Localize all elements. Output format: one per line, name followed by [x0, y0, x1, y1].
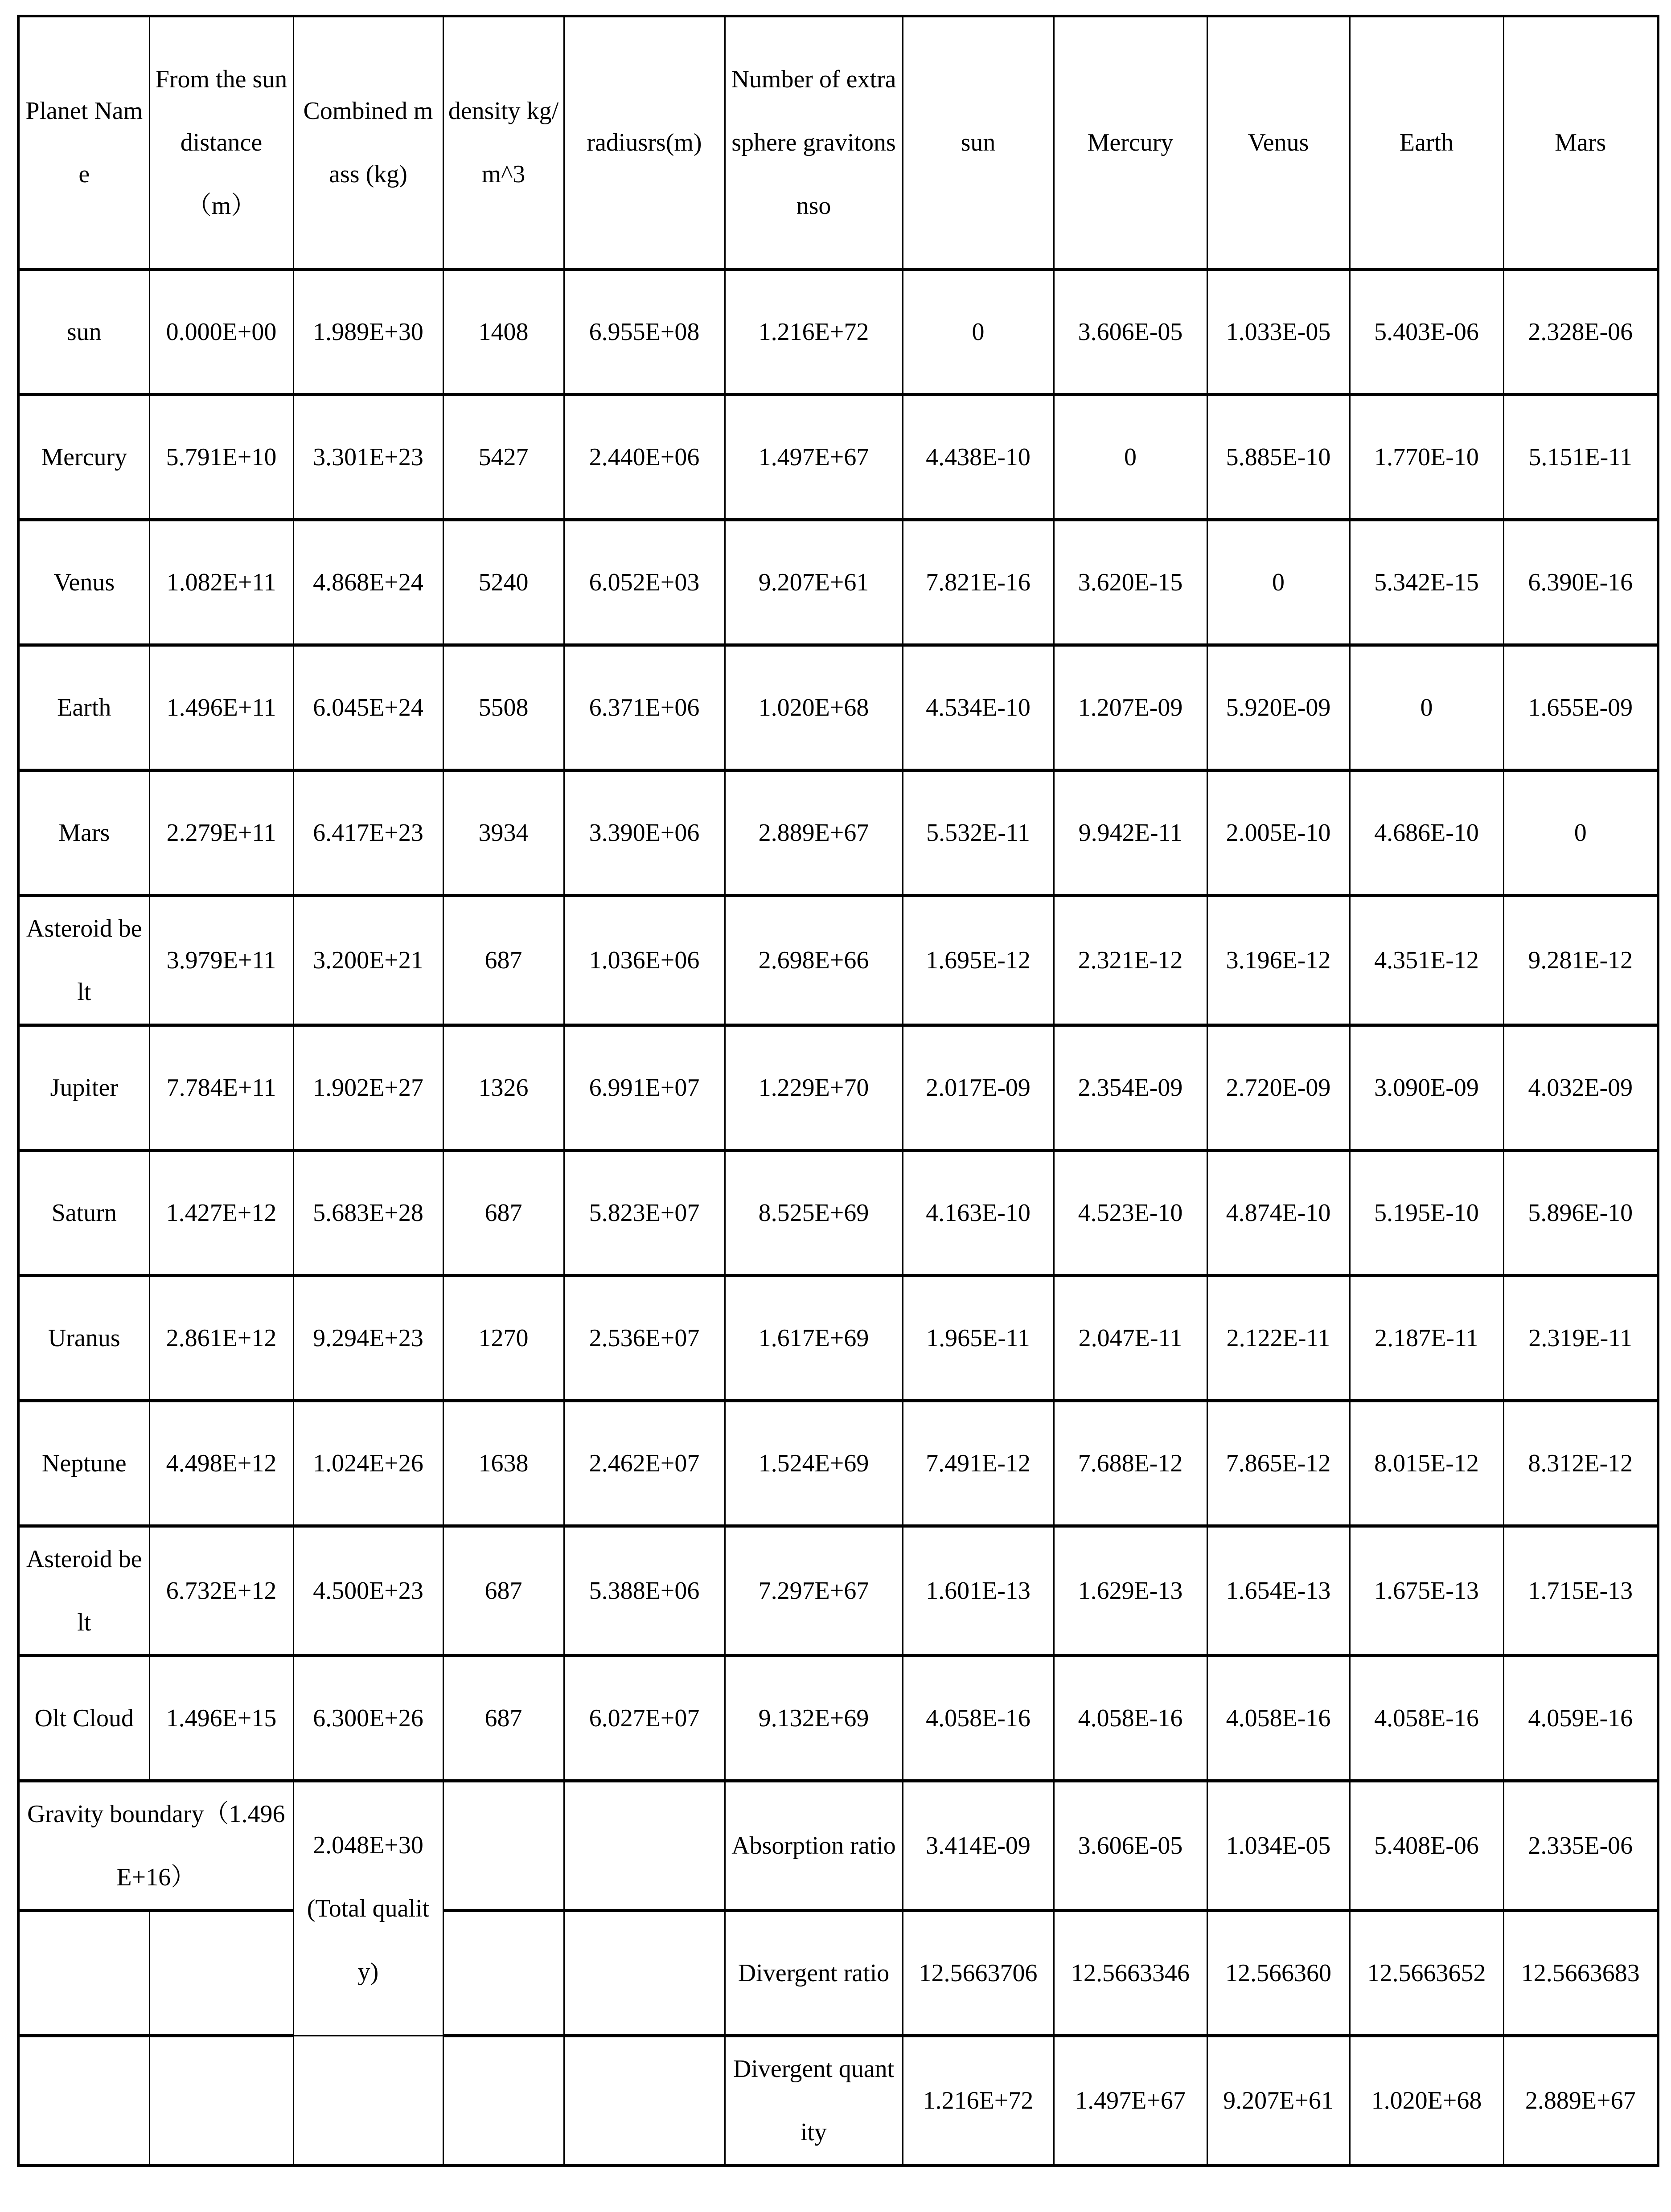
density: 1326	[443, 1025, 564, 1150]
table-row	[18, 645, 1658, 770]
graviton-count: 1.229E+70	[725, 1025, 903, 1150]
ratio-venus: 4.058E-16	[1207, 1655, 1350, 1781]
ratio-mercury: 1.629E-13	[1054, 1526, 1207, 1655]
ratio-mercury: 2.354E-09	[1054, 1025, 1207, 1150]
ratio-mercury: 2.047E-11	[1054, 1275, 1207, 1401]
ratio-sun: 4.163E-10	[903, 1150, 1054, 1275]
table-row	[18, 1655, 1658, 1781]
ratio-mars: 2.319E-11	[1503, 1275, 1658, 1401]
distance-from-sun: 0.000E+00	[149, 269, 293, 394]
combined-mass: 1.024E+26	[293, 1401, 443, 1526]
planet-name: sun	[18, 269, 149, 394]
ratio-venus: 2.122E-11	[1207, 1275, 1350, 1401]
ratio-mars: 2.328E-06	[1503, 269, 1658, 394]
ratio-venus: 1.033E-05	[1207, 269, 1350, 394]
density: 687	[443, 895, 564, 1025]
distance-from-sun: 1.496E+11	[149, 645, 293, 770]
distance-from-sun: 3.979E+11	[149, 895, 293, 1025]
combined-mass: 6.300E+26	[293, 1655, 443, 1781]
combined-mass: 6.045E+24	[293, 645, 443, 770]
footer-row-divergent-quantity	[18, 2036, 1658, 2165]
radius: 2.440E+06	[564, 394, 725, 520]
empty-cell	[564, 1781, 725, 1910]
planet-name: Olt Cloud	[18, 1655, 149, 1781]
ratio-earth: 8.015E-12	[1350, 1401, 1503, 1526]
ratio-mars: 5.896E-10	[1503, 1150, 1658, 1275]
graviton-count: 9.132E+69	[725, 1655, 903, 1781]
absorption-venus: 1.034E-05	[1207, 1781, 1350, 1910]
radius: 3.390E+06	[564, 770, 725, 895]
combined-mass: 4.500E+23	[293, 1526, 443, 1655]
header-earth: Earth	[1350, 16, 1503, 269]
divergent-quantity-earth: 1.020E+68	[1350, 2036, 1503, 2165]
absorption-earth: 5.408E-06	[1350, 1781, 1503, 1910]
empty-cell	[18, 2036, 149, 2165]
ratio-venus: 5.885E-10	[1207, 394, 1350, 520]
ratio-mars: 0	[1503, 770, 1658, 895]
combined-mass: 3.301E+23	[293, 394, 443, 520]
ratio-sun: 7.821E-16	[903, 520, 1054, 645]
combined-mass: 3.200E+21	[293, 895, 443, 1025]
header-density: density kg/m^3	[443, 16, 564, 269]
combined-mass: 5.683E+28	[293, 1150, 443, 1275]
radius: 6.052E+03	[564, 520, 725, 645]
divergent-ratio-sun: 12.5663706	[903, 1910, 1054, 2036]
ratio-mars: 1.655E-09	[1503, 645, 1658, 770]
header-mercury: Mercury	[1054, 16, 1207, 269]
combined-mass: 1.902E+27	[293, 1025, 443, 1150]
density: 3934	[443, 770, 564, 895]
planet-name: Mercury	[18, 394, 149, 520]
empty-cell	[149, 1910, 293, 2036]
radius: 6.991E+07	[564, 1025, 725, 1150]
ratio-venus: 0	[1207, 520, 1350, 645]
table-row	[18, 895, 1658, 1025]
header-gravitons: Number of extrasphere gravitonsnso	[725, 16, 903, 269]
total-mass-note: (Total quality)	[307, 1895, 430, 1986]
table-body	[18, 269, 1658, 1781]
density: 5508	[443, 645, 564, 770]
divergent-ratio-mercury: 12.5663346	[1054, 1910, 1207, 2036]
density: 5427	[443, 394, 564, 520]
empty-cell	[443, 2036, 564, 2165]
ratio-venus: 5.920E-09	[1207, 645, 1350, 770]
density: 1638	[443, 1401, 564, 1526]
graviton-count: 7.297E+67	[725, 1526, 903, 1655]
planet-name: Earth	[18, 645, 149, 770]
ratio-mars: 6.390E-16	[1503, 520, 1658, 645]
density: 687	[443, 1150, 564, 1275]
distance-from-sun: 6.732E+12	[149, 1526, 293, 1655]
divergent-quantity-label: Divergent quantity	[725, 2036, 903, 2165]
distance-from-sun: 5.791E+10	[149, 394, 293, 520]
table-row	[18, 1275, 1658, 1401]
header-venus: Venus	[1207, 16, 1350, 269]
density: 5240	[443, 520, 564, 645]
graviton-count: 1.524E+69	[725, 1401, 903, 1526]
radius: 1.036E+06	[564, 895, 725, 1025]
divergent-ratio-venus: 12.566360	[1207, 1910, 1350, 2036]
planet-name: Asteroid belt	[18, 895, 149, 1025]
ratio-sun: 0	[903, 269, 1054, 394]
combined-mass: 6.417E+23	[293, 770, 443, 895]
radius: 6.027E+07	[564, 1655, 725, 1781]
empty-cell	[564, 1910, 725, 2036]
header-radius: radiusrs(m)	[564, 16, 725, 269]
ratio-mars: 8.312E-12	[1503, 1401, 1658, 1526]
graviton-count: 1.617E+69	[725, 1275, 903, 1401]
ratio-sun: 1.695E-12	[903, 895, 1054, 1025]
table-row	[18, 1401, 1658, 1526]
ratio-earth: 5.342E-15	[1350, 520, 1503, 645]
ratio-earth: 4.686E-10	[1350, 770, 1503, 895]
table-row	[18, 1526, 1658, 1655]
ratio-venus: 3.196E-12	[1207, 895, 1350, 1025]
ratio-sun: 7.491E-12	[903, 1401, 1054, 1526]
empty-cell	[293, 2036, 443, 2165]
ratio-venus: 2.720E-09	[1207, 1025, 1350, 1150]
ratio-earth: 3.090E-09	[1350, 1025, 1503, 1150]
absorption-mars: 2.335E-06	[1503, 1781, 1658, 1910]
radius: 6.955E+08	[564, 269, 725, 394]
divergent-quantity-mars: 2.889E+67	[1503, 2036, 1658, 2165]
divergent-ratio-earth: 12.5663652	[1350, 1910, 1503, 2036]
ratio-earth: 4.351E-12	[1350, 895, 1503, 1025]
radius: 5.388E+06	[564, 1526, 725, 1655]
empty-cell	[18, 1910, 149, 2036]
ratio-mercury: 4.058E-16	[1054, 1655, 1207, 1781]
ratio-sun: 4.534E-10	[903, 645, 1054, 770]
footer-row-absorption	[18, 1781, 1658, 1910]
table-row	[18, 269, 1658, 394]
ratio-venus: 2.005E-10	[1207, 770, 1350, 895]
combined-mass: 9.294E+23	[293, 1275, 443, 1401]
planet-name: Neptune	[18, 1401, 149, 1526]
graviton-count: 8.525E+69	[725, 1150, 903, 1275]
empty-cell	[443, 1781, 564, 1910]
ratio-mercury: 7.688E-12	[1054, 1401, 1207, 1526]
graviton-count: 1.497E+67	[725, 394, 903, 520]
density: 687	[443, 1526, 564, 1655]
ratio-mars: 4.059E-16	[1503, 1655, 1658, 1781]
planet-name: Mars	[18, 770, 149, 895]
empty-cell	[564, 2036, 725, 2165]
absorption-sun: 3.414E-09	[903, 1781, 1054, 1910]
graviton-count: 2.698E+66	[725, 895, 903, 1025]
ratio-mercury: 3.620E-15	[1054, 520, 1207, 645]
distance-from-sun: 4.498E+12	[149, 1401, 293, 1526]
graviton-count: 2.889E+67	[725, 770, 903, 895]
absorption-mercury: 3.606E-05	[1054, 1781, 1207, 1910]
divergent-ratio-mars: 12.5663683	[1503, 1910, 1658, 2036]
distance-from-sun: 1.427E+12	[149, 1150, 293, 1275]
footer-row-divergent-ratio	[18, 1910, 1658, 2036]
table-row	[18, 520, 1658, 645]
combined-mass: 1.989E+30	[293, 269, 443, 394]
empty-cell	[443, 1910, 564, 2036]
total-mass-value: 2.048E+30	[313, 1831, 423, 1859]
graviton-count: 9.207E+61	[725, 520, 903, 645]
ratio-venus: 4.874E-10	[1207, 1150, 1350, 1275]
density: 687	[443, 1655, 564, 1781]
planet-name: Asteroid belt	[18, 1526, 149, 1655]
header-row	[18, 16, 1658, 269]
ratio-sun: 1.601E-13	[903, 1526, 1054, 1655]
distance-from-sun: 1.082E+11	[149, 520, 293, 645]
planet-name: Venus	[18, 520, 149, 645]
ratio-mars: 5.151E-11	[1503, 394, 1658, 520]
ratio-mars: 4.032E-09	[1503, 1025, 1658, 1150]
radius: 2.536E+07	[564, 1275, 725, 1401]
ratio-sun: 1.965E-11	[903, 1275, 1054, 1401]
ratio-mercury: 9.942E-11	[1054, 770, 1207, 895]
ratio-earth: 1.770E-10	[1350, 394, 1503, 520]
radius: 5.823E+07	[564, 1150, 725, 1275]
divergent-quantity-mercury: 1.497E+67	[1054, 2036, 1207, 2165]
planet-name: Saturn	[18, 1150, 149, 1275]
ratio-venus: 1.654E-13	[1207, 1526, 1350, 1655]
ratio-venus: 7.865E-12	[1207, 1401, 1350, 1526]
header-mars: Mars	[1503, 16, 1658, 269]
distance-from-sun: 2.279E+11	[149, 770, 293, 895]
ratio-mercury: 2.321E-12	[1054, 895, 1207, 1025]
ratio-earth: 5.403E-06	[1350, 269, 1503, 394]
table-row	[18, 394, 1658, 520]
ratio-mercury: 3.606E-05	[1054, 269, 1207, 394]
graviton-count: 1.020E+68	[725, 645, 903, 770]
distance-from-sun: 7.784E+11	[149, 1025, 293, 1150]
ratio-sun: 4.438E-10	[903, 394, 1054, 520]
divergent-ratio-label: Divergent ratio	[725, 1910, 903, 2036]
ratio-mercury: 0	[1054, 394, 1207, 520]
ratio-sun: 2.017E-09	[903, 1025, 1054, 1150]
distance-from-sun: 1.496E+15	[149, 1655, 293, 1781]
radius: 2.462E+07	[564, 1401, 725, 1526]
radius: 6.371E+06	[564, 645, 725, 770]
ratio-mercury: 4.523E-10	[1054, 1150, 1207, 1275]
table-footer	[18, 1781, 1658, 2165]
header-combined-mass: Combined mass (kg)	[293, 16, 443, 269]
ratio-sun: 4.058E-16	[903, 1655, 1054, 1781]
absorption-ratio-label: Absorption ratio	[725, 1781, 903, 1910]
combined-mass: 4.868E+24	[293, 520, 443, 645]
planet-graviton-table	[17, 15, 1659, 2167]
divergent-quantity-sun: 1.216E+72	[903, 2036, 1054, 2165]
ratio-mars: 9.281E-12	[1503, 895, 1658, 1025]
graviton-count: 1.216E+72	[725, 269, 903, 394]
empty-cell	[149, 2036, 293, 2165]
table-row	[18, 770, 1658, 895]
density: 1408	[443, 269, 564, 394]
ratio-earth: 1.675E-13	[1350, 1526, 1503, 1655]
ratio-sun: 5.532E-11	[903, 770, 1054, 895]
density: 1270	[443, 1275, 564, 1401]
divergent-quantity-venus: 9.207E+61	[1207, 2036, 1350, 2165]
header-sun: sun	[903, 16, 1054, 269]
header-distance: From the sun distance（m）	[149, 16, 293, 269]
planet-name: Uranus	[18, 1275, 149, 1401]
ratio-earth: 5.195E-10	[1350, 1150, 1503, 1275]
table-row	[18, 1025, 1658, 1150]
gravity-boundary-label: Gravity boundary（1.496E+16）	[18, 1781, 293, 1910]
ratio-earth: 4.058E-16	[1350, 1655, 1503, 1781]
ratio-mars: 1.715E-13	[1503, 1526, 1658, 1655]
distance-from-sun: 2.861E+12	[149, 1275, 293, 1401]
table-row	[18, 1150, 1658, 1275]
ratio-earth: 2.187E-11	[1350, 1275, 1503, 1401]
planet-name: Jupiter	[18, 1025, 149, 1150]
total-mass-cell	[293, 1781, 443, 2036]
ratio-mercury: 1.207E-09	[1054, 645, 1207, 770]
ratio-earth: 0	[1350, 645, 1503, 770]
header-planet-name: Planet Name	[18, 16, 149, 269]
